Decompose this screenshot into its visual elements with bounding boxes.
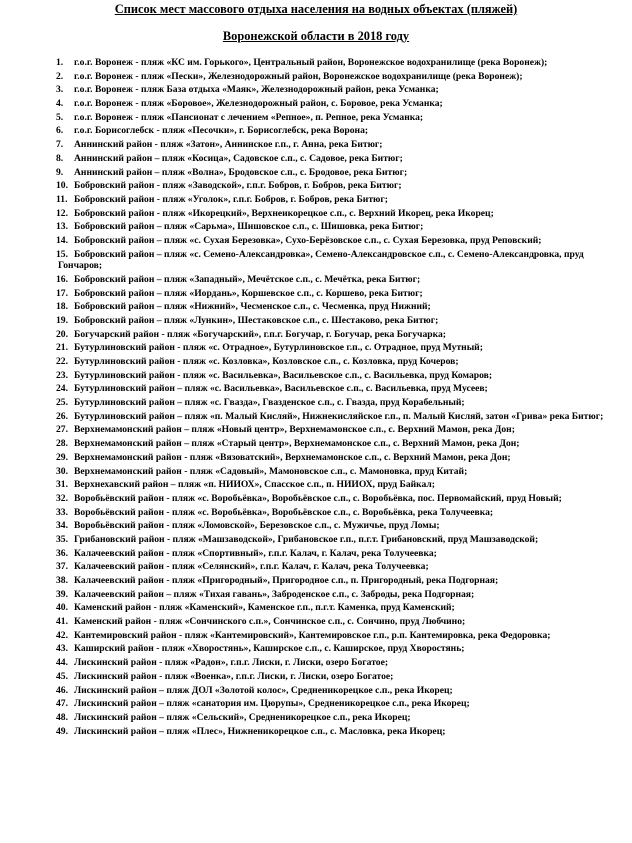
item-text: Бобровский район – пляж «Сарьма», Шишовское с.п., с. Шишовка, река Битюг; (74, 221, 424, 233)
item-number: 5. (56, 111, 64, 123)
item-number: 41. (56, 616, 68, 628)
item-number: 36. (56, 547, 68, 559)
item-number: 6. (56, 125, 64, 137)
item-text: Богучарский район - пляж «Богучарский», г.п.г. Богучар, г. Богучар, река Богучарка; (74, 328, 446, 340)
item-text: г.о.г. Воронеж - пляж «Пансионат с лечением «Репное», п. Репное, река Усманка; (74, 111, 424, 123)
item-number: 31. (56, 479, 68, 491)
item-text: Бутурлиновский район - пляж «с. Козловка», Козловское с.п., с. Козловка, пруд Кочеров; (74, 356, 459, 368)
item-text: Кантемировский район - пляж «Кантемировский», Кантемировское г.п., р.п. Кантемировка, река Федоровка; (74, 629, 551, 641)
item-text: Бобровский район - пляж «Уголок», г.п.г. Бобров, г. Бобров, река Битюг; (74, 193, 388, 205)
item-text: Аннинский район – пляж «Косица», Садовское с.п., с. Садовое, река Битюг; (74, 152, 403, 164)
item-number: 22. (56, 356, 68, 368)
list-item (58, 235, 612, 247)
item-number: 48. (56, 711, 68, 723)
item-text: Калачеевский район - пляж «Селянский», г.п.г. Калач, г. Калач, река Толучеевка; (74, 561, 429, 573)
item-text: Бобровский район – пляж «Западный», Мечётское с.п., с. Мечётка, река Битюг; (74, 273, 421, 285)
item-number: 49. (56, 725, 68, 737)
item-text: г.о.г. Воронеж - пляж «Пески», Железнодорожный район, Воронежское водохранилище (река Воронеж); (74, 70, 523, 82)
item-number: 27. (56, 424, 68, 436)
list-item (58, 438, 612, 450)
item-text: Калачеевский район - пляж «Спортивный», г.п.г. Калач, г. Калач, река Толучеевка; (74, 547, 437, 559)
list-item (58, 180, 612, 192)
item-text: Бобровский район – пляж «Нижний», Чесменское с.п., с. Чесменка, пруд Нижний; (74, 301, 431, 313)
item-text: Бутурлиновский район – пляж «п. Малый Кисляй», Нижнекисляйское г.п., п. Малый Кисляй, затон «Грива» река Битюг; (74, 410, 604, 422)
item-text: Лискинский район – пляж «Плес», Нижненикорецкое с.п., с. Масловка, река Икорец; (74, 725, 446, 737)
item-number: 4. (56, 98, 64, 110)
list-item (58, 397, 612, 409)
list-item (58, 534, 612, 546)
list-item (58, 84, 612, 96)
item-number: 3. (56, 84, 64, 96)
item-number: 32. (56, 492, 68, 504)
list-item (58, 249, 612, 272)
item-text: Калачеевский район - пляж «Пригородный», Пригородное с.п., п. Пригородный, река Подгорная; (74, 575, 499, 587)
document-subtitle: Воронежской области в 2018 году (222, 29, 410, 43)
list-item (58, 71, 612, 83)
item-text: Лискинский район – пляж «санатория им. Цюрупы», Средненикорецкое с.п., река Икорец; (74, 698, 470, 710)
item-text: Бобровский район - пляж «Заводской», г.п.г. Бобров, г. Бобров, река Битюг; (74, 180, 402, 192)
list-item (58, 194, 612, 206)
list-item (58, 167, 612, 179)
item-number: 24. (56, 383, 68, 395)
item-number: 11. (56, 193, 68, 205)
item-number: 17. (56, 287, 68, 299)
item-number: 23. (56, 369, 68, 381)
item-number: 28. (56, 438, 68, 450)
list-item (58, 698, 612, 710)
list-item (58, 274, 612, 286)
list-item (58, 57, 612, 69)
list-item (58, 342, 612, 354)
item-number: 46. (56, 684, 68, 696)
item-number: 38. (56, 575, 68, 587)
item-number: 9. (56, 166, 64, 178)
list-item (58, 479, 612, 491)
item-number: 7. (56, 139, 64, 151)
item-text: Бобровский район – пляж «с. Семено-Александровка», Семено-Александровское с.п., с. Семено-Александровка, пруд Гончаров; (58, 248, 584, 272)
item-number: 16. (56, 273, 68, 285)
list-item (58, 602, 612, 614)
list-item (58, 383, 612, 395)
item-text: Бобровский район - пляж «Икорецкий», Верхнеикорецкое с.п., с. Верхний Икорец, река Икорец; (74, 207, 494, 219)
list-item (58, 507, 612, 519)
item-text: Верхнемамонский район – пляж «Новый центр», Верхнемамонское с.п., с. Верхний Мамон, река Дон; (74, 424, 515, 436)
list-item (58, 466, 612, 478)
list-item (58, 288, 612, 300)
item-text: Воробьёвский район - пляж «Ломовской», Березовское с.п., с. Мужичье, пруд Ломы; (74, 520, 440, 532)
list-item (58, 452, 612, 464)
item-text: Лискинский район - пляж «Радон», г.п.г. Лиски, г. Лиски, озеро Богатое; (74, 657, 389, 669)
item-number: 26. (56, 410, 68, 422)
item-text: Каширский район - пляж «Хворостянь», Каширское с.п., с. Каширское, пруд Хворостянь; (74, 643, 465, 655)
item-text: Верхнемамонский район - пляж «Вязоватский», Верхнемамонское с.п., с. Верхний Мамон, река Дон; (74, 451, 511, 463)
item-text: Бобровский район – пляж «Иордань», Коршевское с.п., с. Коршево, река Битюг; (74, 287, 423, 299)
item-number: 15. (56, 248, 68, 260)
list-item (58, 657, 612, 669)
item-text: г.о.г. Воронеж - пляж «Боровое», Железнодорожный район, с. Боровое, река Усманка; (74, 98, 443, 110)
item-number: 40. (56, 602, 68, 614)
item-number: 13. (56, 221, 68, 233)
item-number: 47. (56, 698, 68, 710)
list-item (58, 208, 612, 220)
list-item (58, 493, 612, 505)
list-item (58, 301, 612, 313)
beach-list (58, 57, 612, 737)
item-number: 42. (56, 629, 68, 641)
item-text: Верхнемамонский район - пляж «Садовый», Мамоновское с.п., с. Мамоновка, пруд Китай; (74, 465, 468, 477)
item-text: г.о.г. Воронеж - пляж «КС им. Горького», Центральный район, Воронежское водохранилище (река Воронеж); (74, 57, 548, 68)
item-number: 18. (56, 301, 68, 313)
item-number: 43. (56, 643, 68, 655)
item-text: Бутурлиновский район - пляж «с. Васильевка», Васильевское с.п., с. Васильевка, пруд Комаров; (74, 369, 493, 381)
item-number: 20. (56, 328, 68, 340)
list-item (58, 726, 612, 738)
list-item (58, 561, 612, 573)
item-text: Каменский район - пляж «Каменский», Каменское г.п., п.г.т. Каменка, пруд Каменский; (74, 602, 455, 614)
list-item (58, 685, 612, 697)
item-number: 45. (56, 670, 68, 682)
item-number: 33. (56, 506, 68, 518)
item-text: Грибановский район - пляж «Машзаводской», Грибановское г.п., п.г.т. Грибановский, пруд Машзаводской; (74, 533, 539, 545)
item-text: Бобровский район – пляж «с. Сухая Березовка», Сухо-Берёзовское с.п., с. Сухая Березовка, пруд Реповский; (74, 234, 542, 246)
item-text: Бутурлиновский район – пляж «с. Васильевка», Васильевское с.п., с. Васильевка, пруд Мусеев; (74, 383, 488, 395)
document-title: Список мест массового отдыха населения на водных объектах (пляжей) (114, 2, 518, 16)
item-text: Воробьёвский район - пляж «с. Воробьёвка», Воробьёвское с.п., с. Воробьёвка, река Толучеевка; (74, 506, 494, 518)
item-text: Бобровский район – пляж «Лункин», Шестаковское с.п., с. Шестаково, река Битюг; (74, 314, 439, 326)
list-item (58, 712, 612, 724)
item-number: 1. (56, 57, 64, 68)
item-text: Аннинский район – пляж «Волна», Бродовское с.п., с. Бродовое, река Битюг; (74, 166, 408, 178)
item-number: 10. (56, 180, 68, 192)
item-text: Верхнемамонский район – пляж «Старый центр», Верхнемамонское с.п., с. Верхний Мамон, река Дон; (74, 438, 520, 450)
item-text: Лискинский район – пляж «Сельский», Средненикорецкое с.п., река Икорец; (74, 711, 411, 723)
list-item (58, 548, 612, 560)
list-item (58, 424, 612, 436)
item-number: 34. (56, 520, 68, 532)
item-text: Бутурлиновский район - пляж «с. Отрадное», Бутурлиновское г.п., с. Отрадное, пруд Мутный; (74, 342, 483, 354)
item-number: 12. (56, 207, 68, 219)
list-item (58, 411, 612, 423)
list-item (58, 575, 612, 587)
item-number: 2. (56, 70, 64, 82)
item-text: Воробьёвский район - пляж «с. Воробьёвка», Воробьёвское с.п., с. Воробьёвка, пос. Первомайский, пруд Новый; (74, 492, 562, 504)
list-item (58, 370, 612, 382)
list-item (58, 329, 612, 341)
item-text: Лискинский район - пляж «Военка», г.п.г. Лиски, г. Лиски, озеро Богатое; (74, 670, 394, 682)
list-item (58, 630, 612, 642)
item-number: 29. (56, 451, 68, 463)
list-item (58, 112, 612, 124)
item-text: Лискинский район – пляж ДОЛ «Золотой колос», Средненикорецкое с.п., река Икорец; (74, 684, 453, 696)
list-item (58, 643, 612, 655)
item-number: 44. (56, 657, 68, 669)
item-text: Калачеевский район – пляж «Тихая гавань», Заброденское с.п., с. Заброды, река Подгорная; (74, 588, 475, 600)
list-item (58, 221, 612, 233)
list-item (58, 125, 612, 137)
item-text: Бутурлиновский район – пляж «с. Гвазда», Гвазденское с.п., с. Гвазда, пруд Корабельный; (74, 397, 465, 409)
list-item (58, 589, 612, 601)
list-item (58, 315, 612, 327)
item-number: 39. (56, 588, 68, 600)
list-item (58, 356, 612, 368)
list-item (58, 139, 612, 151)
item-number: 30. (56, 465, 68, 477)
item-text: Каменский район - пляж «Сончинского с.п.», Сончинское с.п., с. Сончино, пруд Любчино; (74, 616, 466, 628)
list-item (58, 520, 612, 532)
item-text: Аннинский район - пляж «Затон», Аннинское г.п., г. Анна, река Битюг; (74, 139, 383, 151)
item-text: Верхнехавский район – пляж «п. НИИОХ», Спасское с.п., п. НИИОХ, пруд Байкал; (74, 479, 436, 491)
item-number: 37. (56, 561, 68, 573)
item-number: 19. (56, 314, 68, 326)
item-number: 25. (56, 397, 68, 409)
list-item (58, 153, 612, 165)
item-text: г.о.г. Воронеж - пляж База отдыха «Маяк», Железнодорожный район, река Усманка; (74, 84, 439, 96)
item-number: 8. (56, 152, 64, 164)
list-item (58, 98, 612, 110)
list-item (58, 616, 612, 628)
item-number: 21. (56, 342, 68, 354)
list-item (58, 671, 612, 683)
item-number: 14. (56, 234, 68, 246)
item-text: г.о.г. Борисоглебск - пляж «Песочки», г. Борисоглебск, река Ворона; (74, 125, 369, 137)
item-number: 35. (56, 533, 68, 545)
